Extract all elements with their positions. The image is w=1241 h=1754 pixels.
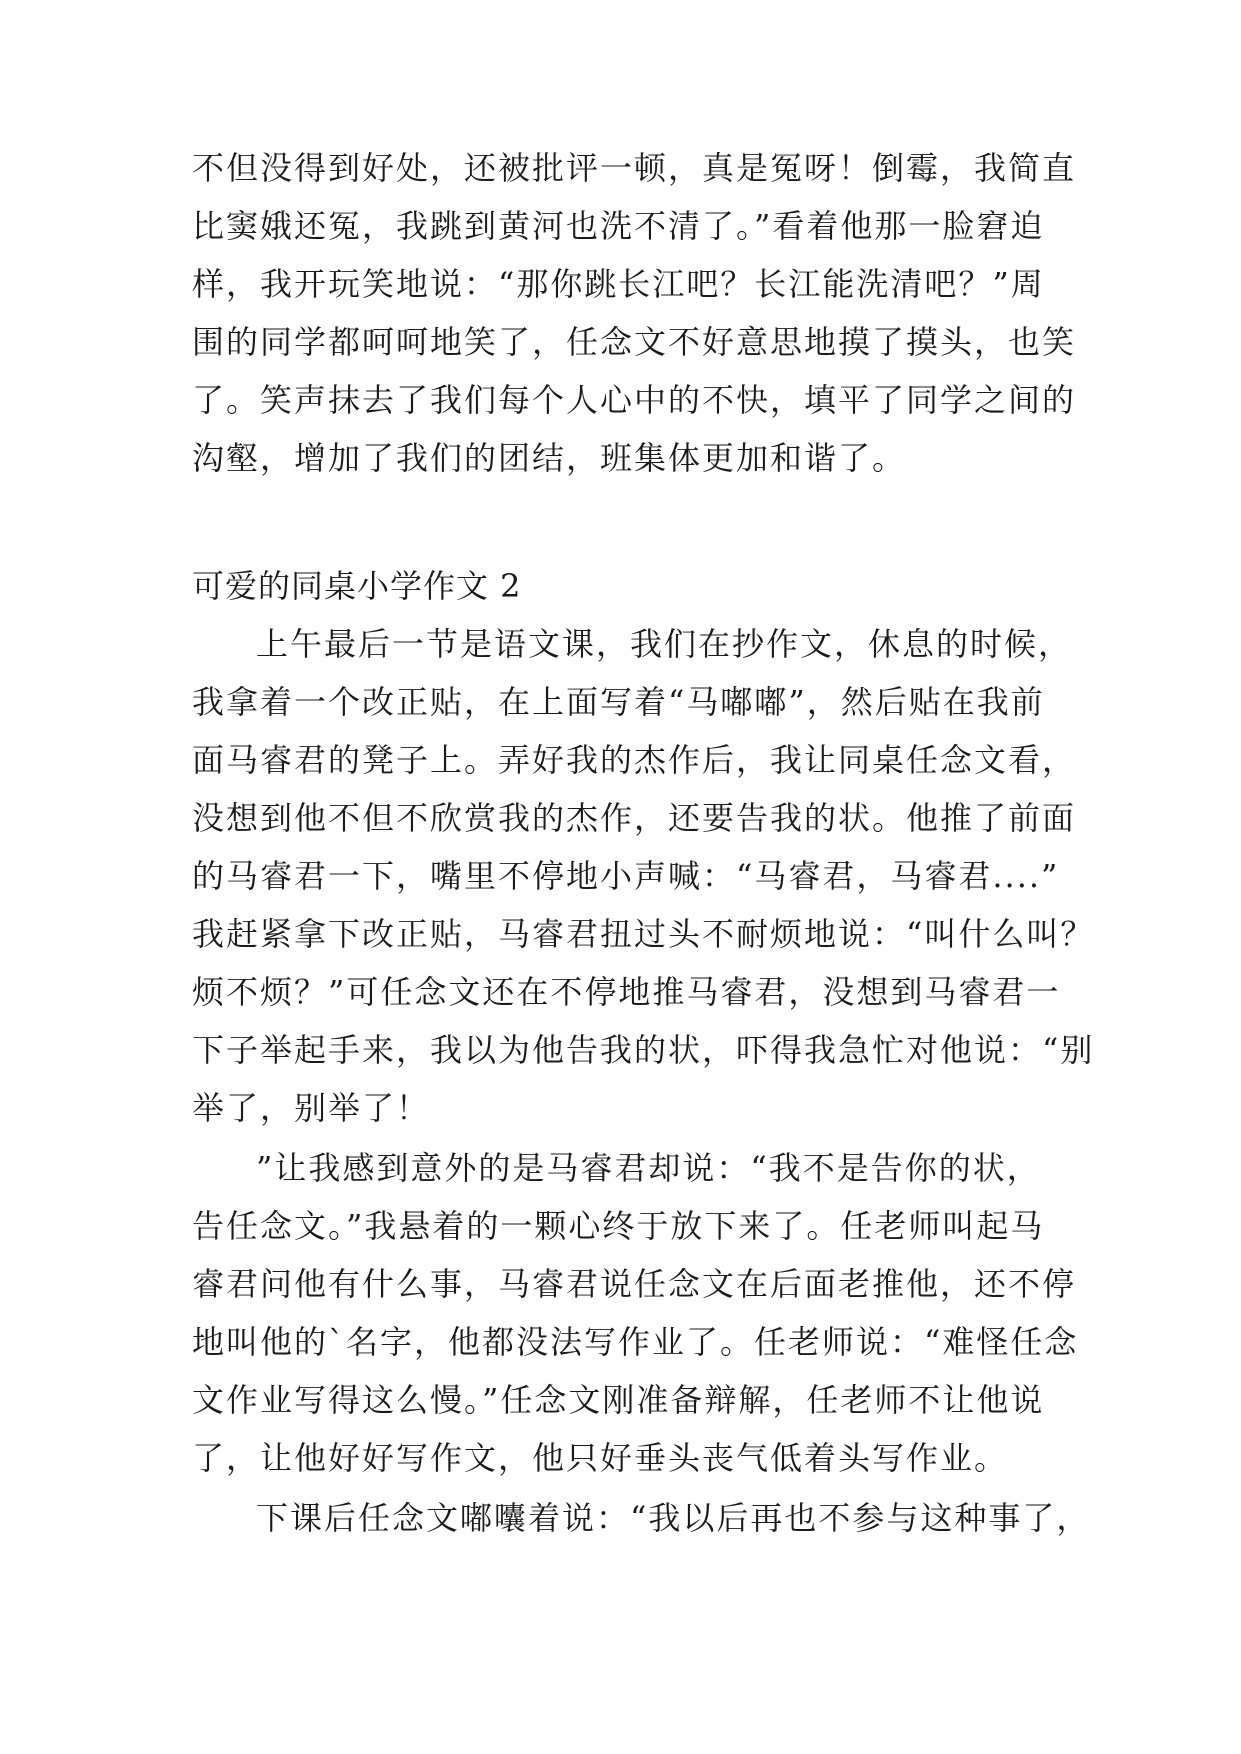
- text-line: ”让我感到意外的是马睿君却说：“我不是告你的状，: [256, 1149, 1041, 1187]
- text-line: 样，我开玩笑地说：“那你跳长江吧？长江能洗清吧？”周: [192, 265, 1045, 303]
- text-line: 沟壑，增加了我们的团结，班集体更加和谐了。: [192, 439, 907, 477]
- text-line: 没想到他不但不欣赏我的杰作，还要告我的状。他推了前面: [192, 799, 1077, 837]
- text-line: 不但没得到好处，还被批评一顿，真是冤呀！倒霉，我简直: [192, 149, 1077, 187]
- text-line: 告任念文。”我悬着的一颗心终于放下来了。任老师叫起马: [192, 1207, 1045, 1245]
- text-line: 举了，别举了！: [192, 1089, 431, 1127]
- text-line: 文作业写得这么慢。”任念文刚准备辩解，任老师不让他说: [192, 1381, 1045, 1419]
- text-line: 了。笑声抹去了我们每个人心中的不快，填平了同学之间的: [192, 381, 1077, 419]
- text-line: 围的同学都呵呵地笑了，任念文不好意思地摸了摸头，也笑: [192, 323, 1077, 361]
- text-line: 比窦娥还冤，我跳到黄河也洗不清了。”看着他那一脸窘迫: [192, 207, 1045, 245]
- text-line: 了，让他好好写作文，他只好垂头丧气低着头写作业。: [192, 1439, 1009, 1477]
- text-line: 下子举起手来，我以为他告我的状，吓得我急忙对他说：“别: [192, 1031, 1095, 1069]
- text-line: 我赶紧拿下改正贴，马睿君扭过头不耐烦地说：“叫什么叫？: [192, 915, 1095, 953]
- text-line: 睿君问他有什么事，马睿君说任念文在后面老推他，还不停: [192, 1265, 1077, 1303]
- text-line: 下课后任念文嘟囔着说：“我以后再也不参与这种事了，: [256, 1499, 1091, 1537]
- text-line: 地叫他的`名字，他都没法写作业了。任老师说：“难怪任念: [192, 1323, 1079, 1361]
- text-line: 上午最后一节是语文课，我们在抄作文，休息的时候，: [256, 625, 1073, 663]
- section-title: 可爱的同桌小学作文 2: [192, 567, 522, 605]
- text-line: 面马睿君的凳子上。弄好我的杰作后，我让同桌任念文看，: [192, 741, 1077, 779]
- text-line: 我拿着一个改正贴，在上面写着“马嘟嘟”，然后贴在我前: [192, 683, 1045, 721]
- text-line: 的马睿君一下，嘴里不停地小声喊：“马睿君，马睿君....”: [192, 857, 1060, 895]
- text-line: 烦不烦？”可任念文还在不停地推马睿君，没想到马睿君一: [192, 973, 1061, 1011]
